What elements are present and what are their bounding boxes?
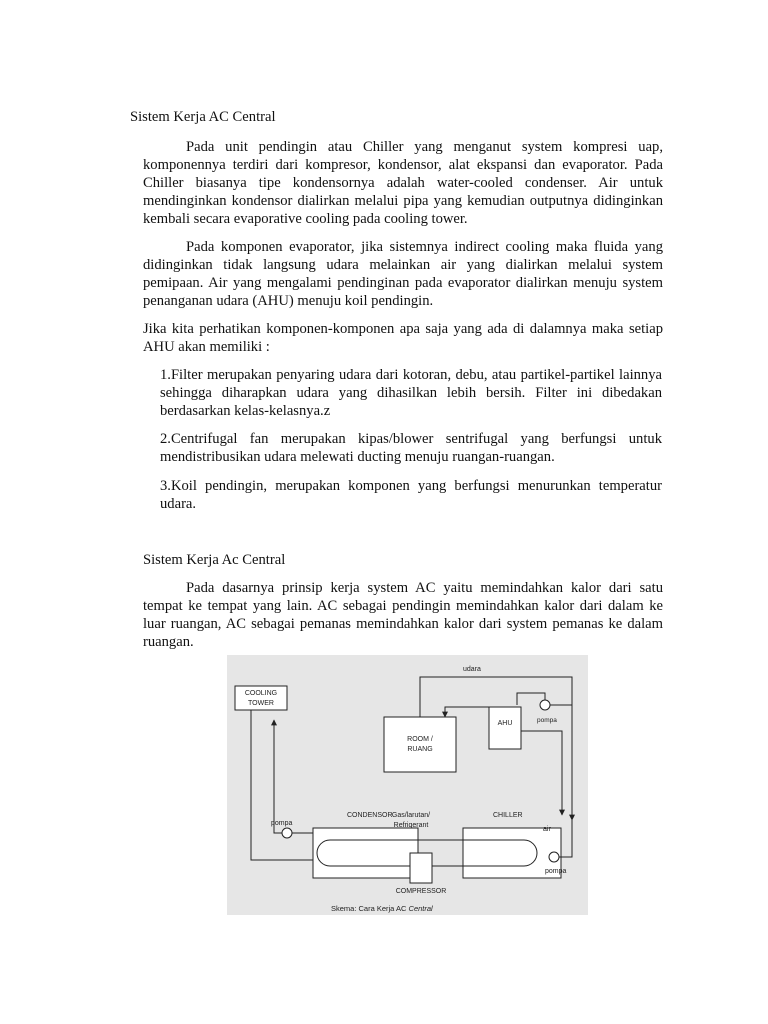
ahu-box	[489, 707, 521, 749]
condensor-box	[313, 828, 418, 878]
gas-label-2: Refrigerant	[393, 822, 429, 829]
ahu-pump-label: pompa	[537, 717, 557, 724]
room-label-2: RUANG	[407, 746, 433, 753]
compressor-box	[410, 853, 432, 883]
ahu-list-item-2: 2.Centrifugal fan merupakan kipas/blower sentrifugal yang berfungsi untuk mendistribusikan udara melewati ducting menuju ruangan-ruangan.	[160, 431, 662, 465]
section1-paragraph-3: Jika kita perhatikan komponen-komponen apa saja yang ada di dalamnya maka setiap AHU akan memiliki :	[143, 321, 663, 355]
ahu-pump-icon	[540, 700, 550, 710]
air-label: air	[543, 826, 551, 833]
section1-paragraph-2: Pada komponen evaporator, jika sistemnya indirect cooling maka fluida yang didinginkan tidak langsung udara melainkan air yang dialirkan melalui system pemipaan. Air yang mengalami pendinginan pada evaporator dialirkan menuju system penanganan udara (AHU) menuju koil pendingin.	[143, 239, 663, 309]
caption-italic: Central	[408, 904, 433, 913]
cooling-tower-label-2: TOWER	[248, 700, 274, 707]
diagram-caption	[331, 904, 433, 913]
gas-label-1: Gas/larutan/	[391, 812, 431, 819]
right-pump-label: pompa	[545, 868, 567, 875]
ahu-list-item-3: 3.Koil pendingin, merupakan komponen yang berfungsi menurunkan temperatur udara.	[160, 478, 662, 512]
ac-central-schematic	[227, 655, 588, 915]
room-label-1: ROOM /	[407, 736, 433, 743]
udara-label: udara	[463, 666, 481, 673]
section2-paragraph-1: Pada dasarnya prinsip kerja system AC yaitu memindahkan kalor dari satu tempat ke tempat yang lain. AC sebagai pendingin memindahkan kalor dari dalam ke luar ruangan, AC sebagai pemanas memindahkan kalor dari system pemanas ke dalam ruangan.	[143, 580, 663, 650]
section2-heading: Sistem Kerja Ac Central	[143, 552, 286, 568]
ahu-list-item-1: 1.Filter merupakan penyaring udara dari kotoran, debu, atau partikel-partikel lainnya sehingga diharapkan udara yang dihasilkan lebih bersih. Filter ini dibedakan berdasarkan kelas-kelasnya.z	[160, 367, 662, 419]
section1-paragraph-1: Pada unit pendingin atau Chiller yang menganut system kompresi uap, komponennya terdiri dari kompresor, kondensor, alat ekspansi dan evaporator. Pada Chiller biasanya tipe kondensornya adalah water-cooled condenser. Air untuk mendinginkan kondensor dialirkan melalui pipa yang kemudian outputnya didinginkan kembali secara evaporative cooling pada cooling tower.	[143, 139, 663, 227]
left-pump-icon	[282, 828, 292, 838]
caption-prefix: Skema: Cara Kerja AC	[331, 904, 409, 913]
right-pump-icon	[549, 852, 559, 862]
ac-central-diagram	[227, 655, 588, 915]
compressor-label: COMPRESSOR	[395, 888, 447, 895]
room-box	[384, 717, 456, 772]
section1-heading: Sistem Kerja AC Central	[130, 109, 276, 125]
ahu-label: AHU	[497, 720, 513, 727]
left-pump-label: pompa	[271, 820, 293, 827]
condensor-label: CONDENSOR	[347, 812, 393, 819]
chiller-label: CHILLER	[493, 812, 523, 819]
cooling-tower-label-1: COOLING	[244, 690, 278, 697]
